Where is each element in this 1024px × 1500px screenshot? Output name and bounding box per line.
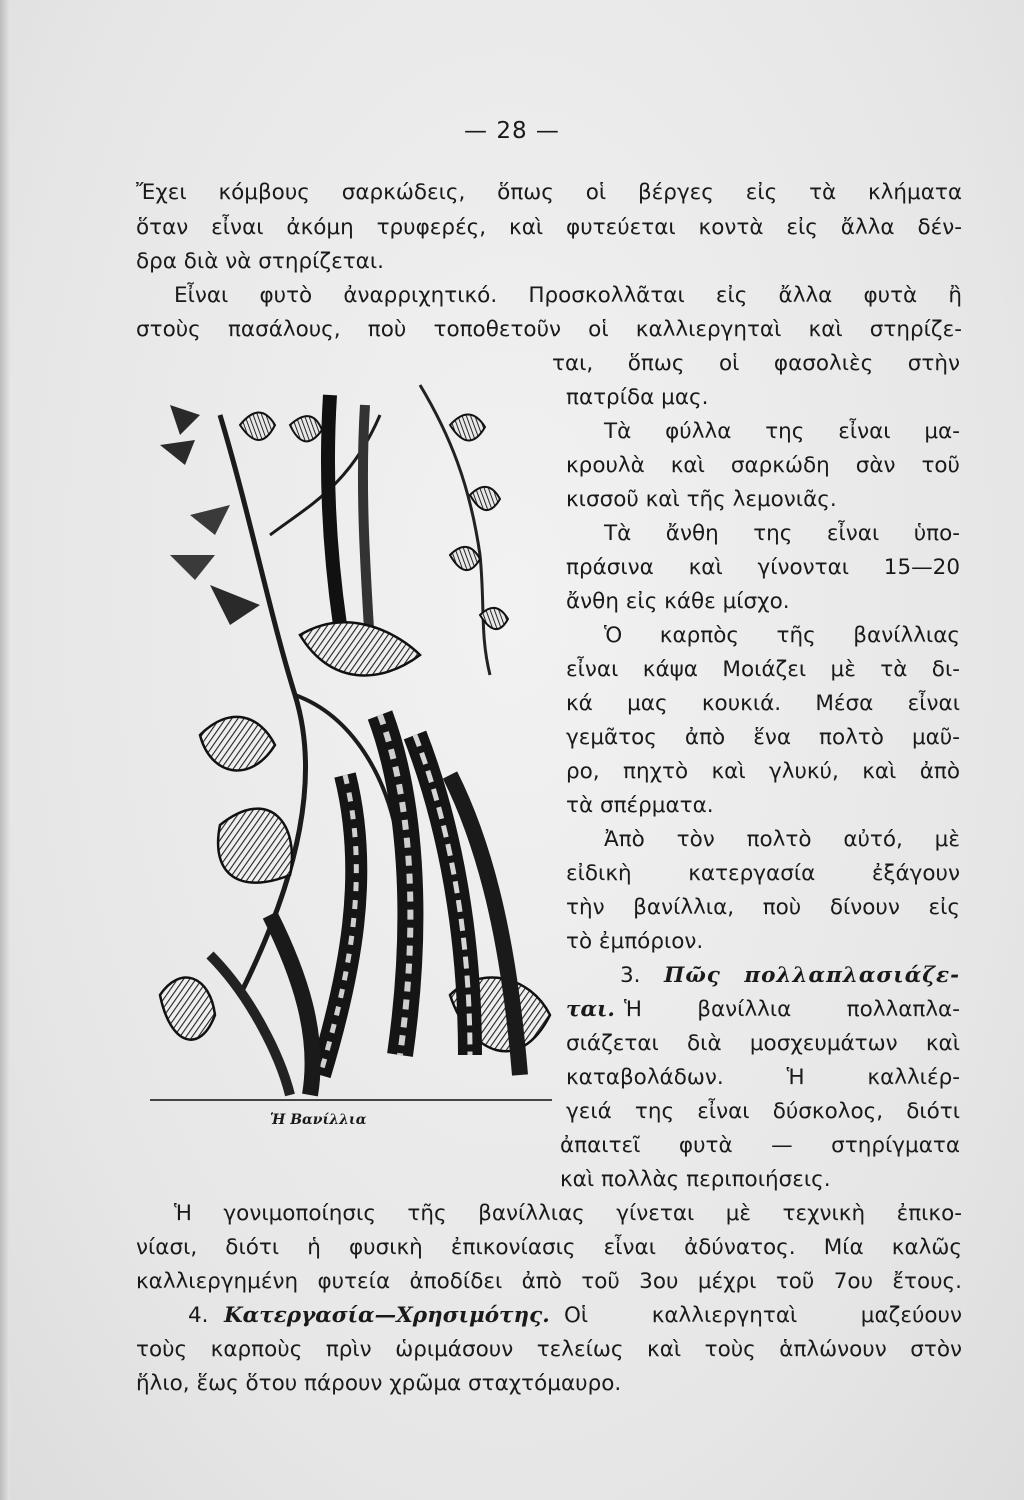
section-heading-cont: ται. xyxy=(566,997,615,1022)
text-line: ἀπαιτεῖ φυτὰ — στηρίγματα xyxy=(560,1133,960,1158)
text-line: κά μας κουκιά. Μέσα εἶναι xyxy=(566,691,960,716)
text-line: ὅταν εἶναι ἀκόμη τρυφερές, καὶ φυτεύεται κοντὰ εἰς ἄλλα δέν- xyxy=(136,215,962,240)
text-line: κισσοῦ καὶ τῆς λεμονιᾶς. xyxy=(566,487,837,512)
text-line: Ἡ βανίλλια πολλαπλα- xyxy=(624,997,960,1022)
page-number: — 28 — xyxy=(464,118,560,144)
text-line: Οἱ καλλιεργηταὶ μαζεύουν xyxy=(564,1303,962,1328)
text-line: Ὁ καρπὸς τῆς βανίλλιας xyxy=(604,623,960,648)
text-line: ται, ὅπως οἱ φασολιὲς στὴν xyxy=(552,351,960,376)
text-line: κρουλὰ καὶ σαρκώδη σὰν τοῦ xyxy=(566,453,960,478)
text-line: εἶναι κάψα Μοιάζει μὲ τὰ δι- xyxy=(566,657,960,682)
section-number: 3. xyxy=(620,963,641,988)
text-line: εἰδικὴ κατεργασία ἐξάγουν xyxy=(566,861,960,886)
text-line: τὰ σπέρματα. xyxy=(566,793,714,818)
text-line: τὸ ἐμπόριον. xyxy=(566,929,704,954)
text-line: Ἀπὸ τὸν πολτὸ αὐτό, μὲ xyxy=(604,827,960,852)
text-line: καλλιεργημένη φυτεία ἀποδίδει ἀπὸ τοῦ 3ου μέχρι τοῦ 7ου ἔτους. xyxy=(136,1269,962,1294)
section-heading: Πῶς πολλαπλασιάζε- xyxy=(664,963,960,988)
text-line: γειά της εἶναι δύσκολος, διότι xyxy=(566,1099,960,1124)
text-line: Ἔχει κόμβους σαρκώδεις, ὅπως οἱ βέργες εἰς τὰ κλήματα xyxy=(136,180,962,205)
vanilla-plant-illustration xyxy=(150,355,552,1115)
text-line: πράσινα καὶ γίνονται 15—20 xyxy=(566,555,960,580)
text-line: νίασι, διότι ἡ φυσικὴ ἐπικονίασις εἶναι ἀδύνατος. Μία καλῶς xyxy=(136,1235,962,1260)
text-line: πατρίδα μας. xyxy=(566,385,709,410)
text-line: ἥλιο, ἕως ὅτου πάρουν χρῶμα σταχτόμαυρο. xyxy=(136,1371,622,1396)
text-line: τοὺς καρποὺς πρὶν ὡριμάσουν τελείως καὶ τοὺς ἁπλώνουν στὸν xyxy=(136,1337,962,1362)
text-line: ἄνθη εἰς κάθε μίσχο. xyxy=(566,589,790,614)
text-line: τὴν βανίλλια, ποὺ δίνουν εἰς xyxy=(566,895,960,920)
text-line: Ἡ γονιμοποίησις τῆς βανίλλιας γίνεται μὲ τεχνικὴ ἐπικο- xyxy=(174,1201,962,1226)
section-heading: Κατεργασία—Χρησιμότης. xyxy=(224,1303,550,1328)
section-number: 4. xyxy=(188,1303,209,1328)
text-line: σιάζεται διὰ μοσχευμάτων καὶ xyxy=(566,1031,960,1056)
text-line: στοὺς πασάλους, ποὺ τοποθετοῦν οἱ καλλιεργηταὶ καὶ στηρίζε- xyxy=(136,317,962,342)
text-line: Εἶναι φυτὸ ἀναρριχητικό. Προσκολλᾶται εἰς ἄλλα φυτὰ ἢ xyxy=(174,283,962,308)
page-edge xyxy=(0,0,10,1500)
text-line: καταβολάδων. Ἡ καλλιέρ- xyxy=(566,1065,960,1090)
text-line: ρο, πηχτὸ καὶ γλυκύ, καὶ ἀπὸ xyxy=(566,759,960,784)
text-line: δρα διὰ νὰ στηρίζεται. xyxy=(136,249,384,274)
text-line: Τὰ ἄνθη της εἶναι ὑπο- xyxy=(604,521,960,546)
text-line: Τὰ φύλλα της εἶναι μα- xyxy=(604,419,960,444)
figure-caption: Ἡ Βανίλλια xyxy=(270,1112,367,1128)
text-line: γεμᾶτος ἀπὸ ἕνα πολτὸ μαῦ- xyxy=(566,725,960,750)
text-line: καὶ πολλὰς περιποιήσεις. xyxy=(560,1167,831,1192)
